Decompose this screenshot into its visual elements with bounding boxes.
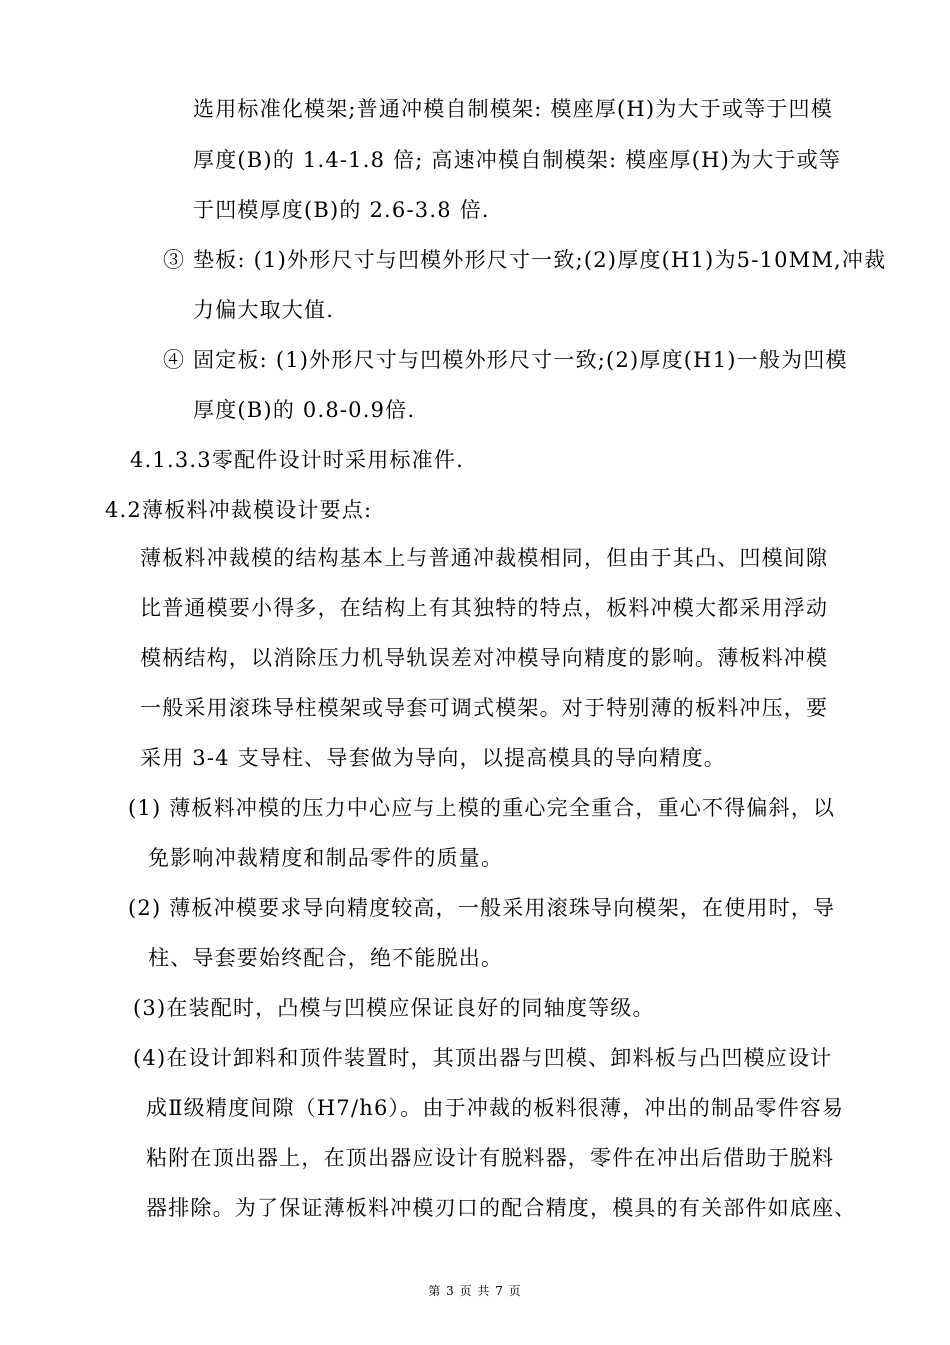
- list-item: (4)在设计卸料和顶件装置时，其顶出器与凹模、卸料板与凸凹模应设计: [133, 1046, 833, 1070]
- text-line: 免影响冲裁精度和制品零件的质量。: [148, 846, 504, 870]
- text-line: ④ 固定板: (1)外形尺寸与凹模外形尺寸一致;(2)厚度(H1)一般为凹模: [163, 348, 848, 372]
- text-line: 器排除。为了保证薄板料冲模刃口的配合精度，模具的有关部件如底座、: [146, 1196, 857, 1220]
- page-number-footer: 第 3 页 共 7 页: [428, 1284, 522, 1298]
- list-item: (3)在装配时，凸模与凹模应保证良好的同轴度等级。: [133, 996, 655, 1020]
- list-item: (2) 薄板冲模要求导向精度较高，一般采用滚珠导向模架，在使用时，导: [128, 896, 836, 920]
- section-heading: 4.1.3.3零配件设计时采用标准件.: [130, 448, 464, 472]
- text-line: 采用 3-4 支导柱、导套做为导向，以提高模具的导向精度。: [140, 746, 726, 770]
- text-line: 比普通模要小得多，在结构上有其独特的特点，板料冲模大都采用浮动: [140, 596, 829, 620]
- list-item: (1) 薄板料冲模的压力中心应与上模的重心完全重合，重心不得偏斜，以: [128, 796, 836, 820]
- text-line: 于凹模厚度(B)的 2.6-3.8 倍.: [193, 198, 490, 222]
- text-line: 柱、导套要始终配合，绝不能脱出。: [148, 946, 504, 970]
- text-line: 厚度(B)的 0.8-0.9倍.: [193, 398, 416, 422]
- text-line: 薄板料冲裁模的结构基本上与普通冲裁模相同，但由于其凸、凹模间隙: [140, 546, 829, 570]
- text-line: 粘附在顶出器上，在顶出器应设计有脱料器，零件在冲出后借助于脱料: [146, 1146, 835, 1170]
- text-line: 成Ⅱ级精度间隙（H7/h6）。由于冲裁的板料很薄，冲出的制品零件容易: [146, 1096, 845, 1120]
- text-line: 模柄结构，以消除压力机导轨误差对冲模导向精度的影响。薄板料冲模: [140, 646, 829, 670]
- text-line: 选用标准化模架;普通冲模自制模架: 模座厚(H)为大于或等于凹模: [193, 97, 833, 121]
- section-heading: 4.2薄板料冲裁模设计要点:: [105, 498, 373, 522]
- text-line: 一般采用滚珠导柱模架或导套可调式模架。对于特别薄的板料冲压，要: [140, 696, 829, 720]
- text-line: 厚度(B)的 1.4-1.8 倍; 高速冲模自制模架: 模座厚(H)为大于或等: [193, 148, 842, 172]
- text-line: 力偏大取大值.: [193, 298, 335, 322]
- text-line: ③ 垫板: (1)外形尺寸与凹模外形尺寸一致;(2)厚度(H1)为5-10MM,冲裁: [163, 248, 887, 272]
